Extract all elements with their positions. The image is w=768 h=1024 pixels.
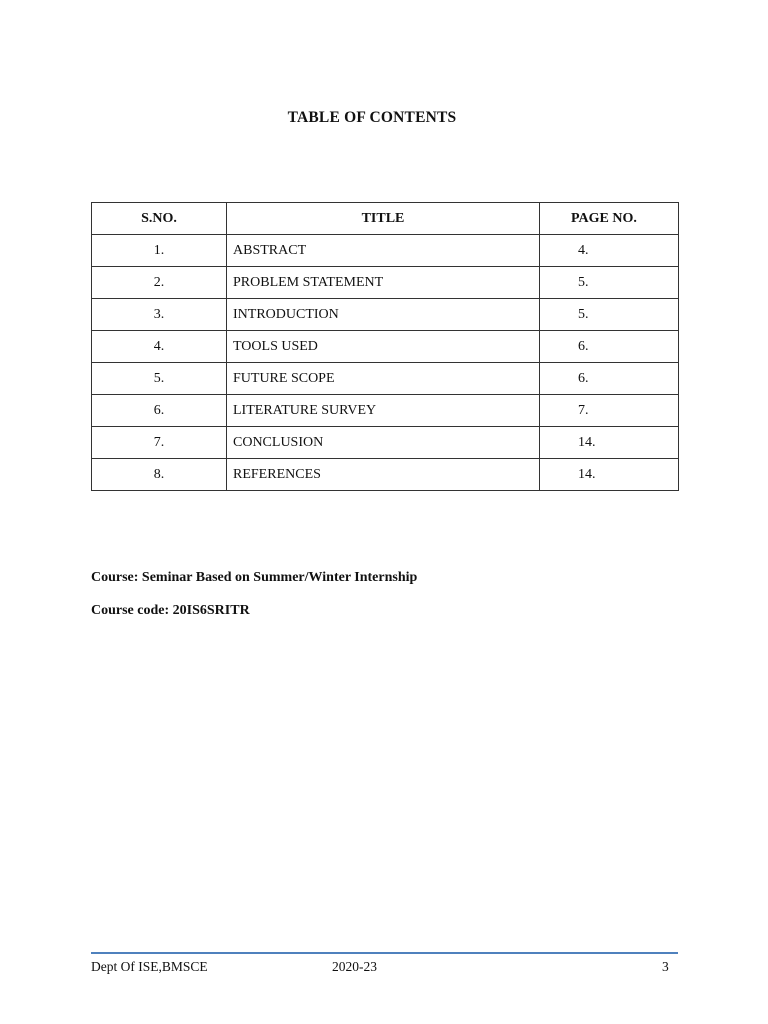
row-title: TOOLS USED [227,331,540,363]
table-row [92,267,679,299]
row-title: FUTURE SCOPE [227,363,540,395]
table-row [92,427,679,459]
footer-divider [91,952,678,954]
row-sno: 4. [92,331,227,363]
row-sno: 5. [92,363,227,395]
row-page-no: 6. [540,331,679,363]
header-sno: S.NO. [92,203,227,235]
row-page-no: 14. [540,459,679,491]
table-row [92,395,679,427]
footer-year: 2020-23 [332,959,377,974]
row-title: PROBLEM STATEMENT [227,267,540,299]
row-title: REFERENCES [227,459,540,491]
row-sno: 2. [92,267,227,299]
row-page-no: 6. [540,363,679,395]
header-title: TITLE [227,203,540,235]
footer-department: Dept Of ISE,BMSCE [91,959,208,974]
header-page-no: PAGE NO. [540,203,679,235]
row-sno: 8. [92,459,227,491]
table-row [92,459,679,491]
row-sno: 1. [92,235,227,267]
row-title: INTRODUCTION [227,299,540,331]
row-title: CONCLUSION [227,427,540,459]
table-row [92,235,679,267]
row-sno: 7. [92,427,227,459]
table-header-row [92,203,679,235]
row-page-no: 5. [540,267,679,299]
footer-page-number: 3 [662,959,669,974]
row-page-no: 14. [540,427,679,459]
course-name: Course: Seminar Based on Summer/Winter Internship [91,570,418,585]
table-row [92,299,679,331]
table-row [92,331,679,363]
row-title: ABSTRACT [227,235,540,267]
table-row [92,363,679,395]
row-page-no: 7. [540,395,679,427]
row-sno: 6. [92,395,227,427]
row-sno: 3. [92,299,227,331]
page-heading: TABLE OF CONTENTS [287,109,457,126]
row-title: LITERATURE SURVEY [227,395,540,427]
row-page-no: 5. [540,299,679,331]
course-code: Course code: 20IS6SRITR [91,603,250,618]
table-of-contents [91,202,679,491]
row-page-no: 4. [540,235,679,267]
